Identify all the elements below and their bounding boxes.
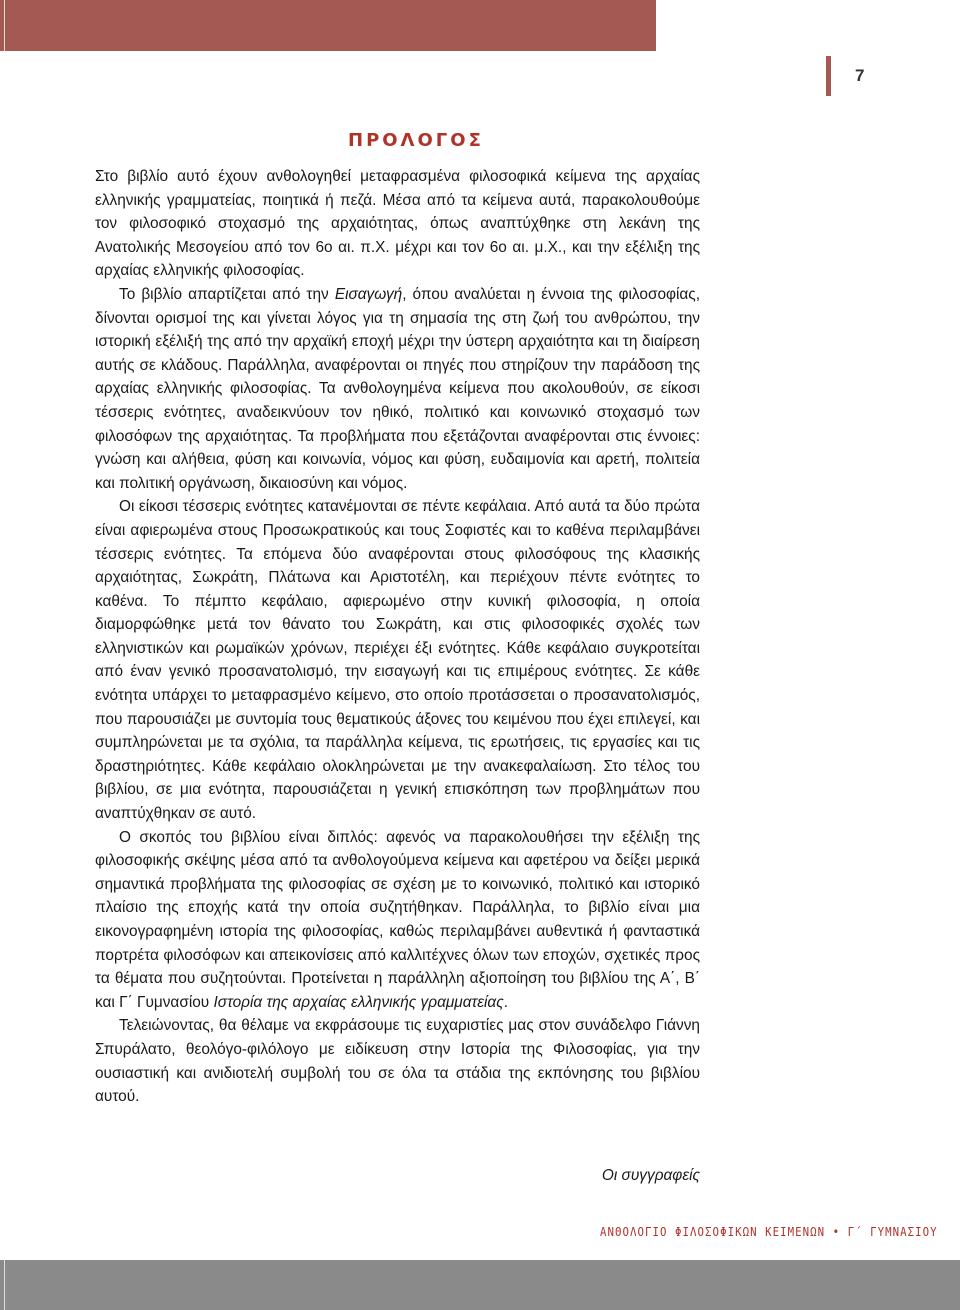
page-title: ΠΡΟΛΟΓΟΣ: [348, 130, 484, 151]
body-text: [95, 165, 700, 1109]
authors-signature: Οι συγγραφείς: [601, 1167, 700, 1184]
paragraph-4: Ο σκοπός του βιβλίου είναι διπλός: αφενός να παρακολουθήσει την εξέλιξη της φιλοσοφικής σκέψης μέσα από τα ανθολογούμενα κείμενα και αφετέρου να δείξει μερικά σημαντικά προβλήματα της φιλοσοφίας σε σχέση με το κοινωνικό, πολιτικό και ιστορικό πλαίσιο της εποχής κατά την οποία συζητήθηκαν. Παράλληλα, το βιβλίο είναι μια εικονογραφημένη ιστορία της φιλοσοφίας, καθώς περιλαμβάνει αυθεντικά ή φανταστικά πορτρέτα φιλοσόφων και απεικονίσεις από καλλιτέχνες όλων των εποχών, σχετικές προς τα θέματα που συζητούνται. Προτείνεται η παράλληλη αξιοποίηση του βιβλίου της Α΄, Β΄ και Γ΄ Γυμνασίου Ιστορία της αρχαίας ελληνικής γραμματείας.: [95, 828, 700, 1011]
paragraph-3: Οι είκοσι τέσσερις ενότητες κατανέμονται σε πέντε κεφάλαια. Από αυτά τα δύο πρώτα είναι αφιερωμένα στους Προσωκρατικούς και τους Σοφιστές και το καθένα περιλαμβάνει τέσσερις ενότητες. Τα επόμενα δύο αναφέρονται στους φιλοσόφους της κλασικής αρχαιότητας, Σωκράτη, Πλάτωνα και Αριστοτέλη, και περιέχουν πέντε ενότητες το καθένα. Το πέμπτο κεφάλαιο, αφιερωμένο στην κυνική φιλοσοφία, η οποία διαμορφώθηκε μετά τον θάνατο του Σωκράτη, και στις φιλοσοφικές σχολές των ελληνιστικών και ρωμαϊκών χρόνων, περιέχει έξι ενότητες. Κάθε κεφάλαιο συγκροτείται από έναν γενικό προσανατολισμό, την εισαγωγή και τις επιμέρους ενότητες. Σε κάθε ενότητα υπάρχει το μεταφρασμένο κείμενο, στο οποίο προτάσσεται ο προσανατολισμός, που παρουσιάζει με συντομία τους θεματικούς άξονες του κειμένου που έχει επιλεγεί, και συμπληρώνεται με τα σχόλια, τα παράλληλα κείμενα, τις ερωτήσεις, τις εργασίες και τις δραστηριότητες. Κάθε κεφάλαιο ολοκληρώνεται με την ανακεφαλαίωση. Στο τέλος του βιβλίου, σε μια ενότητα, παρουσιάζεται η γενική επισκόπηση των προβλημάτων που αναπτύχθηκαν σε αυτό.: [95, 498, 700, 823]
top-color-bar: [0, 0, 656, 51]
footer-book-title: ΑΝΘΟΛΟΓΙΟ ΦΙΛΟΣΟΦΙΚΩΝ ΚΕΙΜΕΝΩΝ • Γ΄ ΓΥΜΝΑΣΙΟΥ: [600, 1224, 938, 1239]
paragraph-1: Στο βιβλίο αυτό έχουν ανθολογηθεί μεταφρασμένα φιλοσοφικά κείμενα της αρχαίας ελληνικής γραμματείας, ποιητικά ή πεζά. Μέσα από τα κείμενα αυτά, παρακολουθούμε τον φιλοσοφικό στοχασμό της αρχαιότητας, όπως αναπτύχθηκε στη λεκάνη της Ανατολικής Μεσογείου από τον 6ο αι. π.Χ. μέχρι και τον 6ο αι. μ.Χ., και την εξέλιξη της αρχαίας ελληνικής φιλοσοφίας.: [95, 168, 700, 280]
paragraph-5: Τελειώνοντας, θα θέλαμε να εκφράσουμε τις ευχαριστίες μας στον συνάδελφο Γιάννη Σπυράλατο, θεολόγο-φιλόλογο με ειδίκευση στην Ιστορία της Φιλοσοφίας, για την ουσιαστική και ανιδιοτελή συμβολή του σε όλα τα στάδια της εκπόνησης του βιβλίου αυτού.: [95, 1017, 700, 1106]
top-bar-divider: [4, 0, 5, 51]
bottom-bar-divider: [4, 1260, 5, 1310]
page-number: 7: [855, 66, 865, 85]
paragraph-2: Το βιβλίο απαρτίζεται από την Εισαγωγή, όπου αναλύεται η έννοια της φιλοσοφίας, δίνονται ορισμοί της και γίνεται λόγος για τη σημασία της στη ζωή του ανθρώπου, την ιστορική εξέλιξή της από την αρχαϊκή εποχή μέχρι την ύστερη αρχαιότητα και τη διαίρεση αυτής σε κλάδους. Παράλληλα, αναφέρονται οι πηγές που στηρίζουν την παράδοση της αρχαίας ελληνικής φιλοσοφίας. Τα ανθολογημένα κείμενα που ακολουθούν, σε είκοσι τέσσερις ενότητες, αναδεικνύουν τον ηθικό, πολιτικό και κοινωνικό στοχασμό των φιλοσόφων της αρχαιότητας. Τα προβλήματα που εξετάζονται αναφέρονται στις έννοιες: γνώση και αλήθεια, φύση και κοινωνία, νόμος και φύση, ευδαιμονία και αρετή, πολιτεία και πολιτική οργάνωση, δικαιοσύνη και νόμος.: [95, 285, 701, 492]
bottom-color-bar: [0, 1260, 960, 1310]
page-number-marker: [826, 56, 831, 96]
